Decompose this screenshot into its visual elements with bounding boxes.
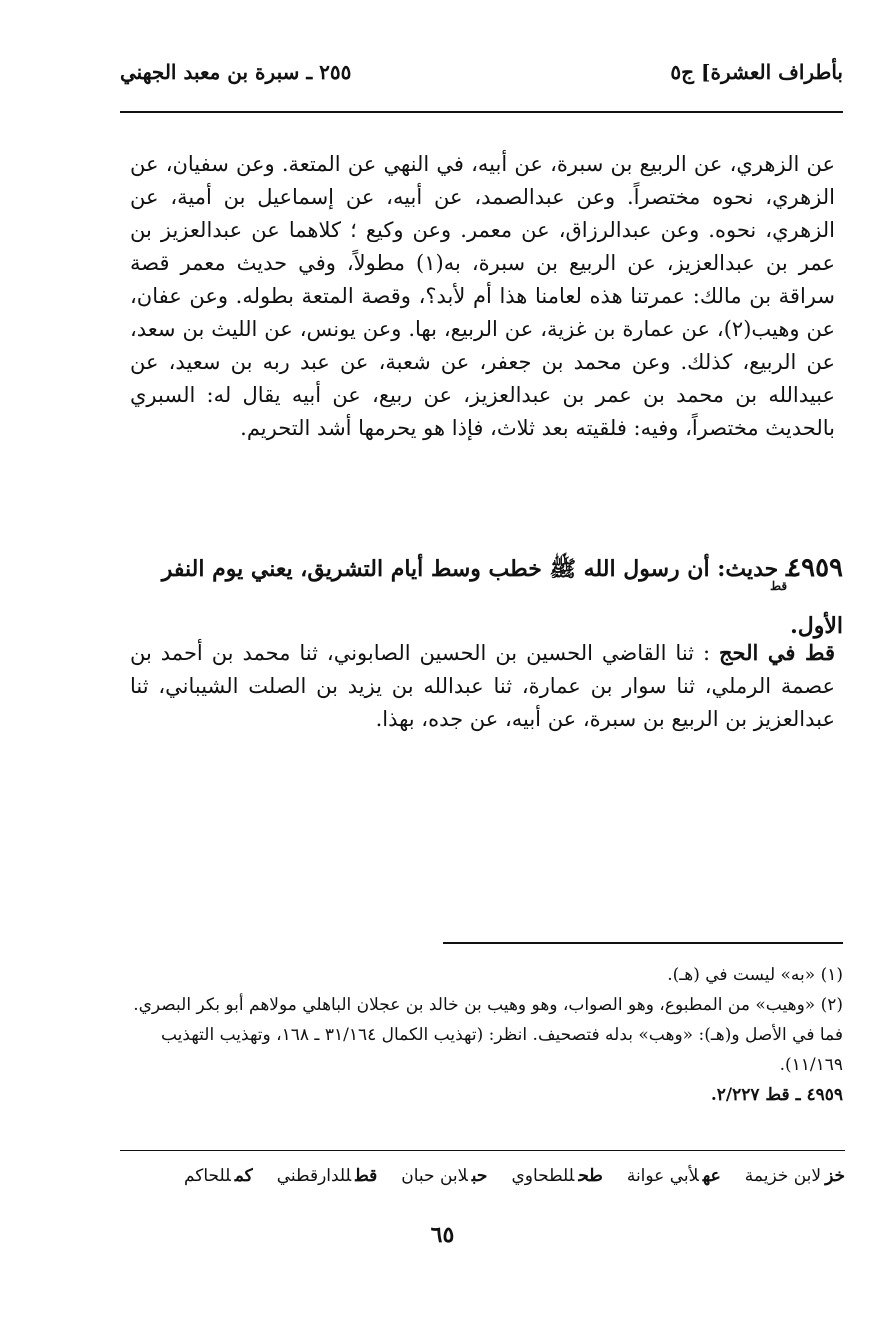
- footnote-2: (٢) «وهيب» من المطبوع، وهو الصواب، وهو وهيب بن خالد بن عجلان الباهلي مولاهم أبو بكر البصري. فما في الأصل و(هـ): «وهب» بدله فتصحيف. انظر: (تهذيب الكمال ٣١/١٦٤ ـ ١٦٨، وتهذيب التهذيب ١١/١٦٩).: [133, 995, 843, 1075]
- legend-item: قطللدارقطني: [276, 1166, 378, 1186]
- entry-source-code: قط: [770, 579, 788, 593]
- legend-rule: [120, 1150, 845, 1151]
- footnote-1: (١) «به» ليست في (هـ).: [667, 965, 843, 985]
- entry-title: ٢٥٥ ـ سبرة بن معبد الجهني: [120, 60, 352, 84]
- entry-number: ٤٩٥٩: [787, 553, 843, 583]
- legend-item: خزلابن خزيمة: [744, 1166, 845, 1186]
- footnote-rule: [443, 942, 843, 944]
- running-title: بأطراف العشرة] ج٥: [670, 60, 843, 84]
- footnote-source-ref: ٤٩٥٩ ـ قط ٢/٢٢٧.: [710, 1085, 843, 1105]
- legend-item: كمللحاكم: [183, 1166, 253, 1186]
- header-rule: [120, 111, 843, 113]
- page-number: ٦٥: [430, 1222, 455, 1248]
- legend-item: حبلابن حبان: [401, 1166, 488, 1186]
- abbreviation-legend: [130, 1162, 845, 1190]
- body-paragraph: عن الزهري، عن الربيع بن سبرة، عن أبيه، في النهي عن المتعة. وعن سفيان، عن الزهري، نحوه مختصراً. وعن عبدالصمد، عن أبيه، عن إسماعيل بن أمية، عن الزهري، نحوه. وعن عبدالرزاق، عن معمر. وعن وكيع ؛ كلاهما عن عبدالعزيز بن عمر بن عبدالعزيز، عن الربيع بن سبرة، به(١) مطولاً، وفي حديث معمر قصة سراقة بن مالك: عمرتنا هذه لعامنا هذا أم لأبد؟، وقصة المتعة بطوله. وعن عفان، عن وهيب(٢)، عن عمارة بن غزية، عن الربيع، بها. وعن يونس، عن الليث بن سعد، عن الربيع، كذلك. وعن محمد بن جعفر، عن شعبة، عن عبد ربه بن سعيد، عن عبيدالله بن محمد بن عمر بن عبدالعزيز، عن ربيع، عن أبيه يقال له: السبري بالحديث مختصراً، وفيه: فلقيته بعد ثلاث، فإذا هو يحرمها أشد التحريم.: [130, 152, 835, 440]
- entry-heading: [130, 548, 843, 646]
- entry-chain-text: : ثنا القاضي الحسين بن الحسين الصابوني، ثنا محمد بن أحمد بن عصمة الرملي، ثنا سوار بن عمارة، ثنا عبدالله بن يزيد بن الصلت الشيباني، ثنا عبدالعزيز بن الربيع بن سبرة، عن أبيه، عن جده، بهذا.: [130, 641, 835, 731]
- page-header: [120, 60, 843, 96]
- footnotes: [130, 960, 843, 1110]
- legend-item: طحللطحاوي: [511, 1166, 603, 1186]
- entry-source-label: قط في الحج: [718, 640, 835, 665]
- legend-item: عهلأبي عوانة: [626, 1166, 721, 1186]
- entry-text: [130, 636, 835, 736]
- entry-heading-text: ـ حديث: أن رسول الله ﷺ خطب وسط أيام التشريق، يعني يوم النفر الأول.: [161, 556, 843, 639]
